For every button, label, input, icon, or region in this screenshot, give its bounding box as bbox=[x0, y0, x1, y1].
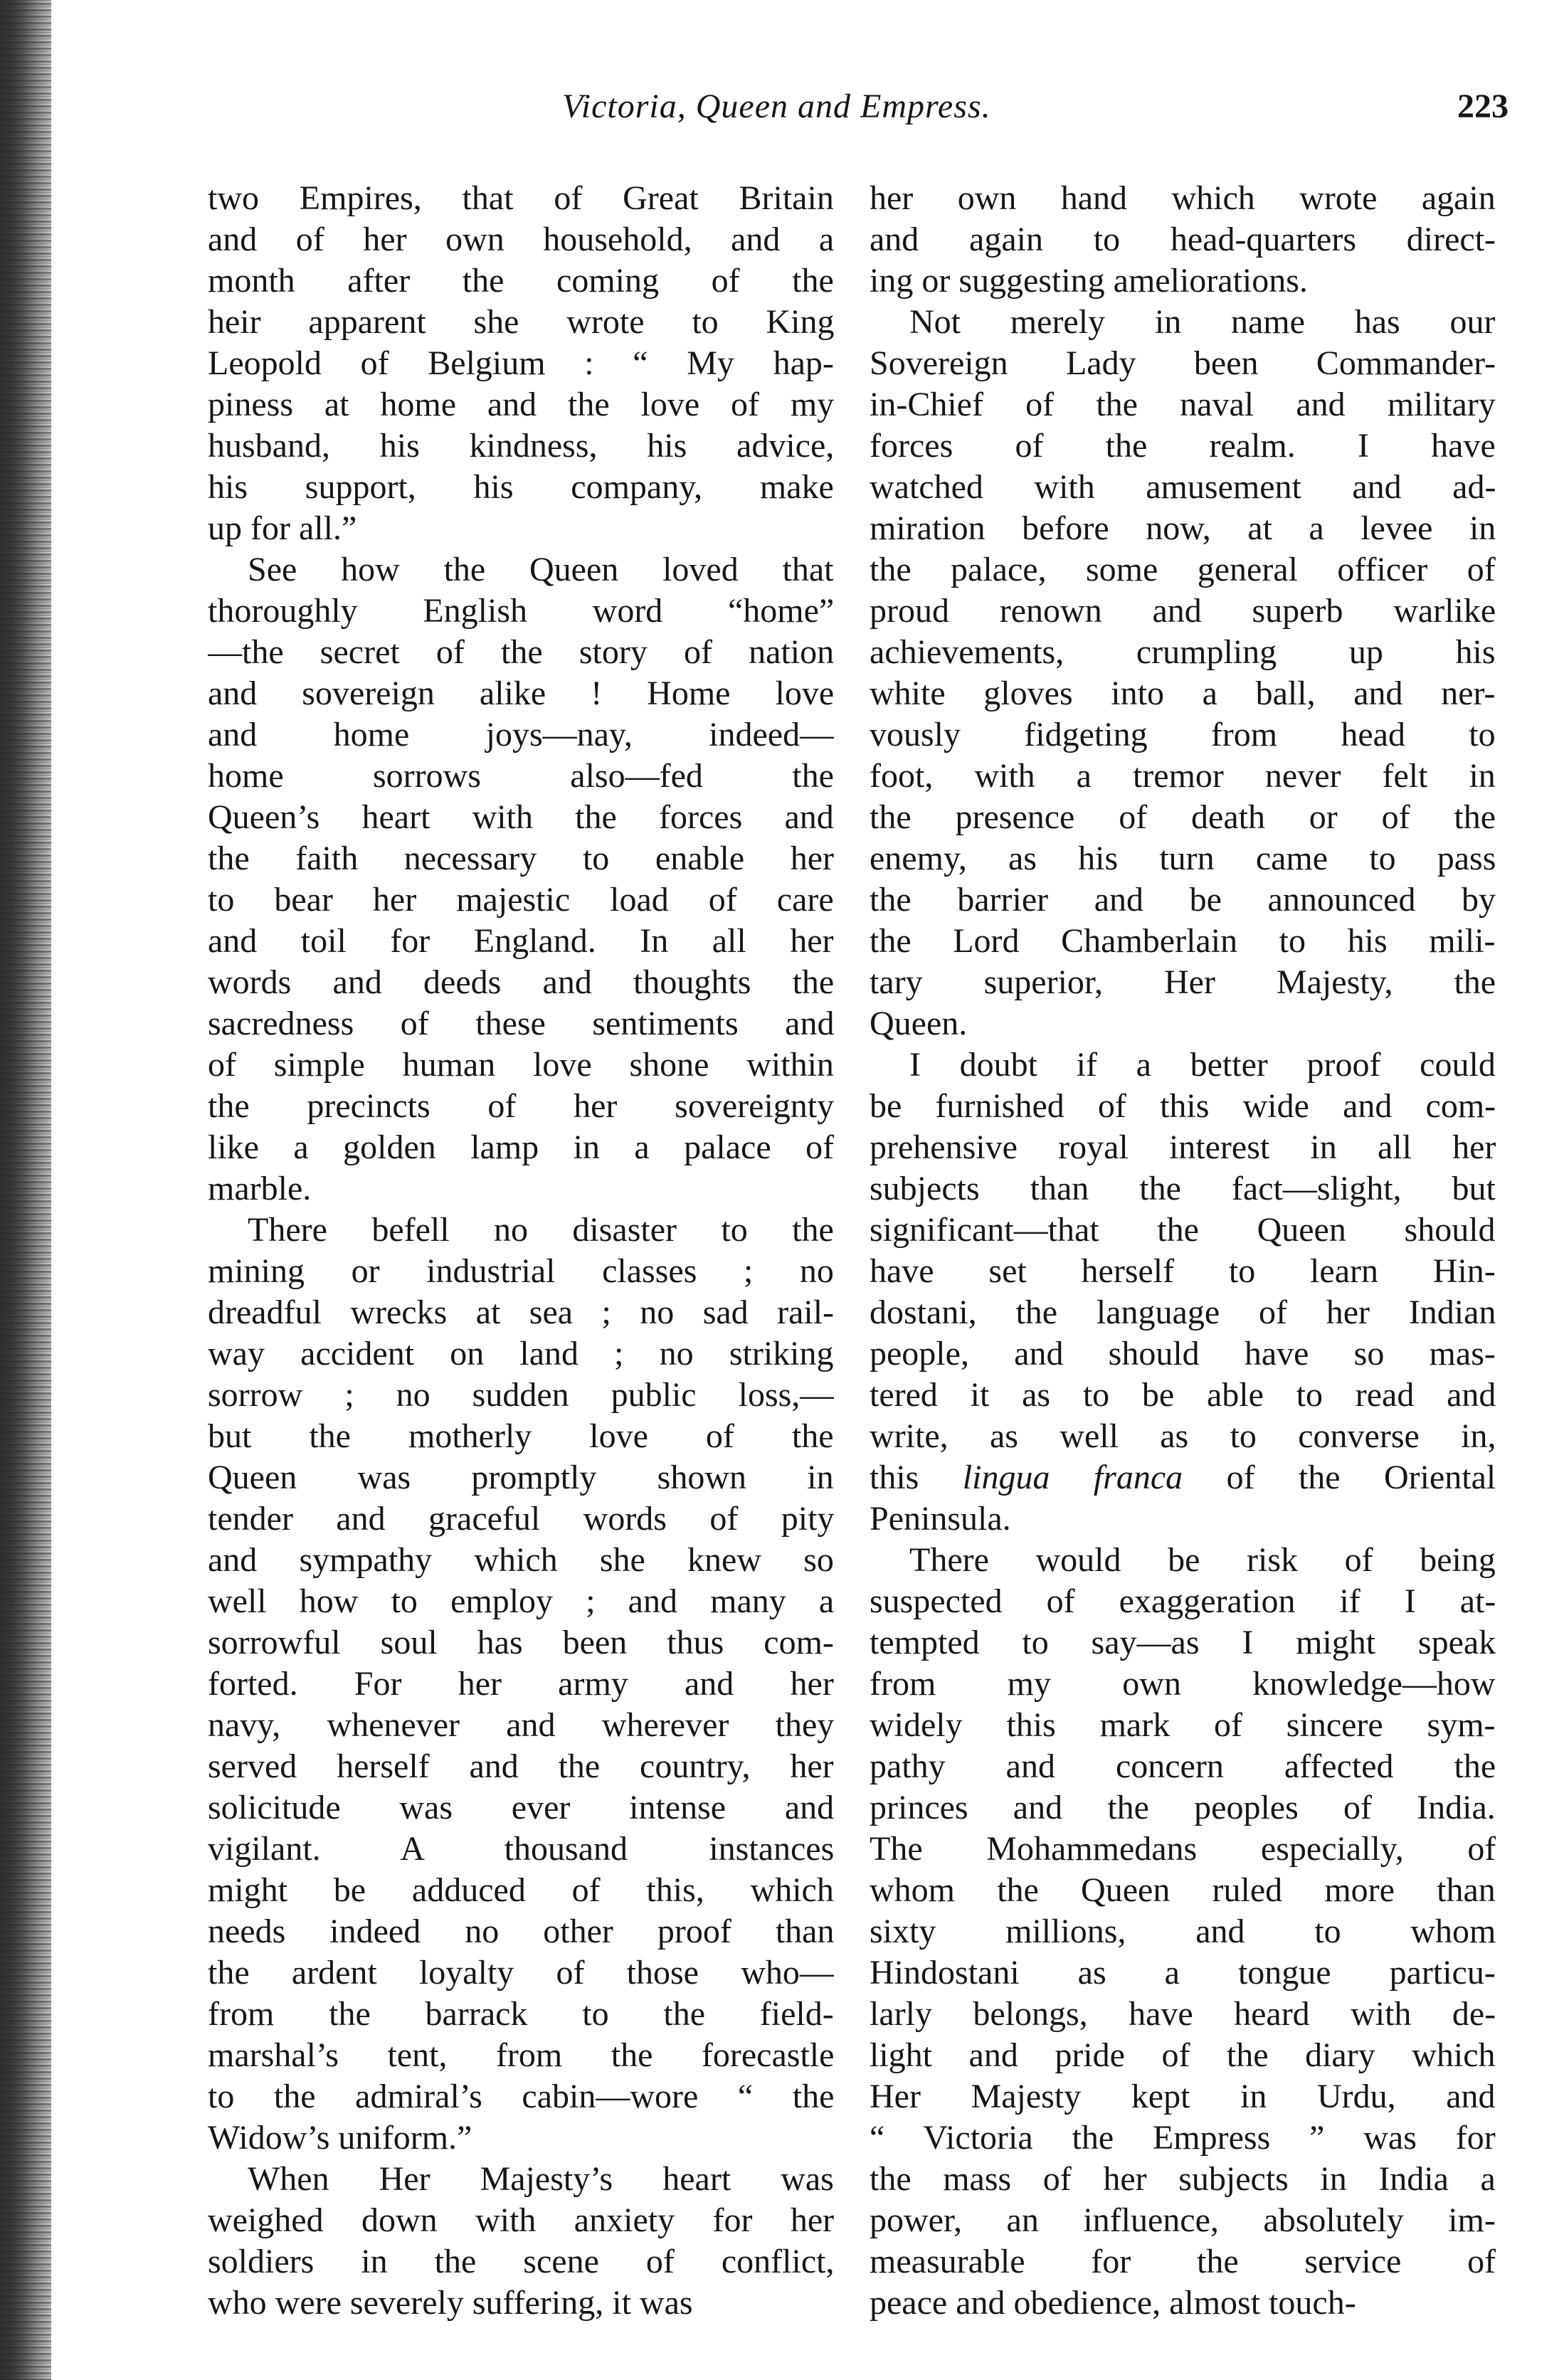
text-line: two Empires, that of Great Britain bbox=[208, 179, 834, 217]
text-line: the presence of death or of the bbox=[870, 798, 1496, 836]
text-line: have set herself to learn Hin- bbox=[870, 1252, 1496, 1290]
text-line: light and pride of the diary which bbox=[870, 2036, 1496, 2074]
text-line: miration before now, at a levee in bbox=[870, 509, 1496, 547]
text-line: white gloves into a ball, and ner- bbox=[870, 675, 1496, 712]
text-line: significant—that the Queen should bbox=[870, 1211, 1496, 1249]
text-line: Queen’s heart with the forces and bbox=[208, 798, 834, 836]
text-line: proud renown and superb warlike bbox=[870, 592, 1496, 630]
text-line: larly belongs, have heard with de- bbox=[870, 1995, 1496, 2033]
text-line: sorrow ; no sudden public loss,— bbox=[208, 1376, 834, 1414]
text-line: of simple human love shone within bbox=[208, 1046, 834, 1084]
text-line: sacredness of these sentiments and bbox=[208, 1005, 834, 1042]
text-line: prehensive royal interest in all her bbox=[870, 1128, 1496, 1166]
text-line: peace and obedience, almost touch- bbox=[870, 2284, 1356, 2322]
text-line: See how the Queen loved that bbox=[248, 551, 834, 588]
text-line: marble. bbox=[208, 1170, 312, 1207]
text-line: like a golden lamp in a palace of bbox=[208, 1128, 834, 1166]
running-head bbox=[562, 87, 1508, 137]
text-line: piness at home and the love of my bbox=[208, 386, 834, 423]
paragraph bbox=[208, 178, 834, 549]
text-line: tary superior, Her Majesty, the bbox=[870, 963, 1496, 1001]
text-line: “ Victoria the Empress ” was for bbox=[870, 2119, 1496, 2157]
text-line: heir apparent she wrote to King bbox=[208, 303, 834, 341]
text-line: widely this mark of sincere sym- bbox=[870, 1706, 1496, 1744]
text-line: the precincts of her sovereignty bbox=[208, 1087, 834, 1125]
text-line: be furnished of this wide and com- bbox=[870, 1087, 1496, 1125]
text-line: way accident on land ; no striking bbox=[208, 1335, 834, 1373]
text-line: There would be risk of being bbox=[909, 1541, 1496, 1579]
text-line: princes and the peoples of India. bbox=[870, 1789, 1496, 1826]
running-title: Victoria, Queen and Empress. bbox=[562, 88, 991, 125]
text-line: tered it as to be able to read and bbox=[870, 1376, 1496, 1414]
text-line: dreadful wrecks at sea ; no sad rail- bbox=[208, 1294, 834, 1331]
text-line: the palace, some general officer of bbox=[870, 551, 1496, 588]
text-segment: this bbox=[870, 1459, 963, 1496]
text-line: suspected of exaggeration if I at- bbox=[870, 1582, 1496, 1620]
text-line: thoroughly English word “home” bbox=[208, 592, 834, 630]
text-line: home sorrows also—fed the bbox=[208, 757, 834, 795]
text-line: words and deeds and thoughts the bbox=[208, 963, 834, 1001]
text-line: his support, his company, make bbox=[208, 468, 834, 506]
text-line: achievements, crumpling up his bbox=[870, 633, 1496, 671]
text-line: the Lord Chamberlain to his mili- bbox=[870, 922, 1496, 960]
text-line: Her Majesty kept in Urdu, and bbox=[870, 2078, 1496, 2115]
text-line: measurable for the service of bbox=[870, 2243, 1496, 2280]
paragraph bbox=[870, 1540, 1496, 2324]
right-column bbox=[870, 178, 1496, 2348]
text-line: Queen. bbox=[870, 1005, 968, 1042]
text-line: forted. For her army and her bbox=[208, 1665, 834, 1703]
text-line: forces of the realm. I have bbox=[870, 427, 1496, 465]
text-line: and sympathy which she knew so bbox=[208, 1541, 834, 1579]
text-line: vously fidgeting from head to bbox=[870, 716, 1496, 753]
paragraph bbox=[208, 1210, 834, 2159]
text-line: pathy and concern affected the bbox=[870, 1747, 1496, 1785]
text-line: the barrier and be announced by bbox=[870, 881, 1496, 919]
text-line: soldiers in the scene of conflict, bbox=[208, 2243, 834, 2280]
paragraph bbox=[870, 1044, 1496, 1540]
text-line: Not merely in name has our bbox=[909, 303, 1496, 341]
text-line: to the admiral’s cabin—wore “ the bbox=[208, 2078, 834, 2115]
text-line: Hindostani as a tongue particu- bbox=[870, 1954, 1496, 1992]
text-line: and again to head-quarters direct- bbox=[870, 221, 1496, 258]
text-line: enemy, as his turn came to pass bbox=[870, 840, 1496, 877]
text-line: to bear her majestic load of care bbox=[208, 881, 834, 919]
text-line: served herself and the country, her bbox=[208, 1747, 834, 1785]
text-line: power, an influence, absolutely im- bbox=[870, 2201, 1496, 2239]
text-line: needs indeed no other proof than bbox=[208, 1913, 834, 1950]
text-line: the ardent loyalty of those who— bbox=[208, 1954, 834, 1992]
text-line: write, as well as to converse in, bbox=[870, 1417, 1496, 1455]
text-line: Leopold of Belgium : “ My hap- bbox=[208, 344, 834, 382]
text-line: who were severely suffering, it was bbox=[208, 2284, 693, 2322]
left-column bbox=[208, 178, 834, 2348]
text-line: marshal’s tent, from the forecastle bbox=[208, 2036, 834, 2074]
text-line: and home joys—nay, indeed— bbox=[208, 716, 834, 753]
text-line: from my own knowledge—how bbox=[870, 1665, 1496, 1703]
text-line: weighed down with anxiety for her bbox=[208, 2201, 834, 2239]
text-line: vigilant. A thousand instances bbox=[208, 1830, 834, 1868]
text-line: might be adduced of this, which bbox=[208, 1871, 834, 1909]
text-line: the faith necessary to enable her bbox=[208, 840, 834, 877]
paragraph bbox=[870, 178, 1496, 302]
paragraph bbox=[208, 549, 834, 1210]
text-line: Sovereign Lady been Commander- bbox=[870, 344, 1496, 382]
text-line: solicitude was ever intense and bbox=[208, 1789, 834, 1826]
text-line: I doubt if a better proof could bbox=[909, 1046, 1496, 1084]
text-line: in-Chief of the naval and military bbox=[870, 386, 1496, 423]
text-line: people, and should have so mas- bbox=[870, 1335, 1496, 1373]
text-line: the mass of her subjects in India a bbox=[870, 2160, 1496, 2198]
paragraph bbox=[870, 302, 1496, 1044]
text-line: foot, with a tremor never felt in bbox=[870, 757, 1496, 795]
text-line: navy, whenever and wherever they bbox=[208, 1706, 834, 1744]
text-segment: of the Oriental bbox=[1183, 1459, 1496, 1496]
italic-phrase: lingua franca bbox=[962, 1459, 1183, 1496]
text-line: subjects than the fact—slight, but bbox=[870, 1170, 1496, 1207]
text-line: whom the Queen ruled more than bbox=[870, 1871, 1496, 1909]
text-line: but the motherly love of the bbox=[208, 1417, 834, 1455]
text-line: When Her Majesty’s heart was bbox=[248, 2160, 834, 2198]
text-line: There befell no disaster to the bbox=[248, 1211, 834, 1249]
text-line: and toil for England. In all her bbox=[208, 922, 834, 960]
text-line: Queen was promptly shown in bbox=[208, 1459, 834, 1496]
text-line: and of her own household, and a bbox=[208, 221, 834, 258]
text-line: from the barrack to the field- bbox=[208, 1995, 834, 2033]
text-line: husband, his kindness, his advice, bbox=[208, 427, 834, 465]
text-line: tender and graceful words of pity bbox=[208, 1500, 834, 1538]
text-line: tempted to say—as I might speak bbox=[870, 1624, 1496, 1661]
text-line: ing or suggesting ameliorations. bbox=[870, 262, 1308, 300]
text-line bbox=[870, 1457, 1496, 1498]
text-line: —the secret of the story of nation bbox=[208, 633, 834, 671]
text-line: dostani, the language of her Indian bbox=[870, 1294, 1496, 1331]
text-line: her own hand which wrote again bbox=[870, 179, 1496, 217]
text-line: well how to employ ; and many a bbox=[208, 1582, 834, 1620]
text-line: and sovereign alike ! Home love bbox=[208, 675, 834, 712]
text-line: The Mohammedans especially, of bbox=[870, 1830, 1496, 1868]
page-number: 223 bbox=[1457, 88, 1508, 125]
text-line: up for all.” bbox=[208, 509, 357, 547]
text-line: month after the coming of the bbox=[208, 262, 834, 300]
text-line: watched with amusement and ad- bbox=[870, 468, 1496, 506]
text-line: Peninsula. bbox=[870, 1500, 1011, 1538]
text-line: Widow’s uniform.” bbox=[208, 2119, 472, 2157]
text-line: sorrowful soul has been thus com- bbox=[208, 1624, 834, 1661]
text-line: sixty millions, and to whom bbox=[870, 1913, 1496, 1950]
binding-edge bbox=[0, 0, 51, 2380]
paragraph bbox=[208, 2159, 834, 2324]
text-line: mining or industrial classes ; no bbox=[208, 1252, 834, 1290]
